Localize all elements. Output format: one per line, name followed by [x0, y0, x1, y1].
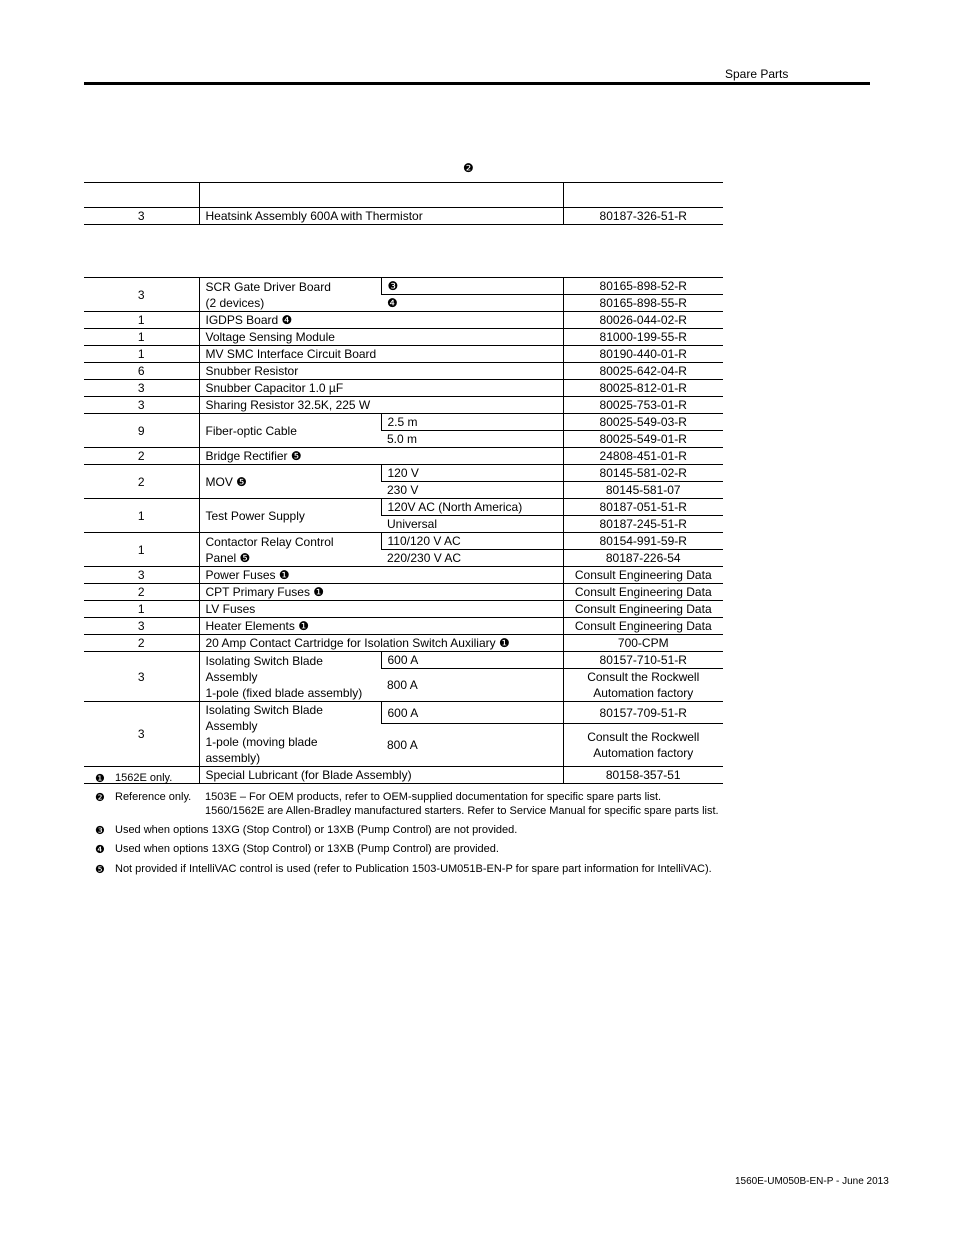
table-row: [84, 618, 723, 635]
table-row: [84, 448, 723, 465]
header-cell-desc: [199, 183, 563, 208]
table-row: [84, 312, 723, 329]
option-cell: ❹: [381, 295, 563, 312]
qty-cell: 3: [84, 702, 199, 767]
part-number-cell: 80145-581-02-R: [563, 465, 723, 482]
desc-line: 1-pole (moving blade assembly): [205, 735, 318, 765]
footnote-marker: ❹: [95, 844, 105, 856]
qty-cell: 1: [84, 601, 199, 618]
table-row: [84, 652, 723, 669]
table-row: [84, 601, 723, 618]
part-number-cell: 80025-549-01-R: [563, 431, 723, 448]
qty-cell: 2: [84, 465, 199, 499]
publication-footer: 1560E-UM050B-EN-P - June 2013: [735, 1176, 889, 1187]
desc-cell: Fiber-optic Cable: [199, 414, 381, 448]
desc-line: Isolating Switch Blade Assembly: [205, 653, 323, 684]
qty-cell: 3: [84, 278, 199, 312]
part-number-cell: 80187-326-51-R: [563, 208, 723, 225]
reference-marker: ❷: [463, 161, 474, 175]
desc-cell: MOV ❺: [199, 465, 381, 499]
qty-cell: 1: [84, 329, 199, 346]
part-number-cell: 81000-199-55-R: [563, 329, 723, 346]
qty-cell: 2: [84, 448, 199, 465]
qty-cell: 1: [84, 312, 199, 329]
header-cell-part: [563, 183, 723, 208]
option-cell: 5.0 m: [381, 431, 563, 448]
desc-cell: Bridge Rectifier ❺: [199, 448, 563, 465]
qty-cell: 6: [84, 363, 199, 380]
table-row: [84, 499, 723, 516]
table-row: [84, 363, 723, 380]
part-number-cell: Consult Engineering Data: [563, 584, 723, 601]
desc-line: Panel ❺: [205, 550, 251, 565]
desc-cell: [199, 652, 381, 702]
header-cell-qty: [84, 183, 199, 208]
part-number-cell: Consult Engineering Data: [563, 567, 723, 584]
part-number-cell: 80025-642-04-R: [563, 363, 723, 380]
option-cell: 2.5 m: [381, 414, 563, 431]
heatsink-parts-table: [84, 182, 723, 225]
footnote-marker: ❷: [95, 792, 105, 804]
part-number-cell: 80025-812-01-R: [563, 380, 723, 397]
part-number-cell: 80158-357-51: [563, 767, 723, 784]
part-number-cell: Consult Engineering Data: [563, 601, 723, 618]
running-header: Spare Parts: [725, 67, 789, 81]
option-cell: 120V AC (North America): [381, 499, 563, 516]
part-number-cell: 80187-226-54: [563, 550, 723, 567]
part-number-cell: 80187-051-51-R: [563, 499, 723, 516]
qty-cell: 3: [84, 567, 199, 584]
part-number-cell: 80026-044-02-R: [563, 312, 723, 329]
table-row: [84, 380, 723, 397]
table-row: [84, 702, 723, 724]
part-number-cell: 80025-549-03-R: [563, 414, 723, 431]
desc-line: 1-pole (fixed blade assembly): [205, 685, 363, 700]
table-row: [84, 767, 723, 784]
option-cell: 600 A: [381, 702, 563, 724]
part-line: Automation factory: [593, 686, 694, 700]
part-number-cell: 80187-245-51-R: [563, 516, 723, 533]
table-row: [84, 465, 723, 482]
part-number-cell: 80165-898-52-R: [563, 278, 723, 295]
table-row: [84, 635, 723, 652]
qty-cell: 1: [84, 346, 199, 363]
qty-cell: 3: [84, 618, 199, 635]
part-line: Consult the Rockwell: [587, 670, 700, 684]
desc-cell: Power Fuses ❶: [199, 567, 563, 584]
option-cell: 120 V: [381, 465, 563, 482]
table-row: [84, 414, 723, 431]
desc-cell: Test Power Supply: [199, 499, 381, 533]
desc-cell: LV Fuses: [199, 601, 563, 618]
part-number-cell: 80165-898-55-R: [563, 295, 723, 312]
option-cell: 800 A: [381, 724, 563, 767]
option-cell: 110/120 V AC: [381, 533, 563, 550]
part-number-cell: 80145-581-07: [563, 482, 723, 499]
desc-line: (2 devices): [205, 295, 265, 310]
desc-cell: Snubber Capacitor 1.0 µF: [199, 380, 563, 397]
table-row: [84, 346, 723, 363]
qty-cell: 3: [84, 208, 199, 225]
desc-line: Isolating Switch Blade Assembly: [205, 703, 323, 733]
footnote-text: 1503E – For OEM products, refer to OEM-supplied documentation for specific spare parts list.: [205, 791, 662, 803]
table-row: [84, 208, 723, 225]
option-cell: 800 A: [381, 669, 563, 702]
footnote-marker: ❺: [95, 864, 105, 876]
option-cell: Universal: [381, 516, 563, 533]
part-number-cell: 700-CPM: [563, 635, 723, 652]
footnote-text: Used when options 13XG (Stop Control) or 13XB (Pump Control) are not provided.: [115, 824, 518, 836]
desc-line: SCR Gate Driver Board: [205, 279, 331, 294]
part-number-cell: 80154-991-59-R: [563, 533, 723, 550]
header-rule: [84, 82, 870, 85]
desc-cell: MV SMC Interface Circuit Board: [199, 346, 563, 363]
qty-cell: 2: [84, 635, 199, 652]
desc-cell: CPT Primary Fuses ❶: [199, 584, 563, 601]
desc-cell: Snubber Resistor: [199, 363, 563, 380]
desc-cell: 20 Amp Contact Cartridge for Isolation Switch Auxiliary ❶: [199, 635, 563, 652]
footnote-text: Not provided if IntelliVAC control is used (refer to Publication 1503-UM051B-EN-P for spare part information for IntelliVAC).: [115, 863, 712, 875]
part-number-cell: 80157-710-51-R: [563, 652, 723, 669]
desc-cell: Special Lubricant (for Blade Assembly): [199, 767, 563, 784]
spare-parts-table: [84, 277, 723, 784]
part-number-cell: 80157-709-51-R: [563, 702, 723, 724]
option-cell: ❸: [381, 278, 563, 295]
table-row: [84, 278, 723, 295]
desc-cell: Heatsink Assembly 600A with Thermistor: [199, 208, 563, 225]
option-cell: 220/230 V AC: [381, 550, 563, 567]
desc-cell: Voltage Sensing Module: [199, 329, 563, 346]
footnote-text: Reference only.: [115, 791, 192, 803]
table-header-row: [84, 183, 723, 208]
qty-cell: 3: [84, 397, 199, 414]
footnote-marker: ❶: [95, 773, 105, 785]
footnote-marker: ❸: [95, 825, 105, 837]
desc-cell: [199, 702, 381, 767]
desc-cell: IGDPS Board ❹: [199, 312, 563, 329]
part-number-cell: 24808-451-01-R: [563, 448, 723, 465]
desc-line: Contactor Relay Control: [205, 534, 334, 549]
qty-cell: 3: [84, 380, 199, 397]
option-cell: 230 V: [381, 482, 563, 499]
qty-cell: 1: [84, 533, 199, 567]
option-cell: 600 A: [381, 652, 563, 669]
qty-cell: 3: [84, 652, 199, 702]
footnote-text: Used when options 13XG (Stop Control) or 13XB (Pump Control) are provided.: [115, 843, 499, 855]
part-number-cell: 80190-440-01-R: [563, 346, 723, 363]
table-row: [84, 533, 723, 550]
desc-cell: [199, 533, 381, 567]
part-line: Automation factory: [593, 746, 694, 761]
part-number-cell: [563, 669, 723, 702]
table-row: [84, 397, 723, 414]
part-number-cell: 80025-753-01-R: [563, 397, 723, 414]
footnote-text: 1560/1562E are Allen-Bradley manufactured starters. Refer to Service Manual for specific spare parts list.: [205, 805, 719, 817]
part-number-cell: Consult Engineering Data: [563, 618, 723, 635]
table-row: [84, 329, 723, 346]
table-row: [84, 584, 723, 601]
qty-cell: 9: [84, 414, 199, 448]
desc-cell: Sharing Resistor 32.5K, 225 W: [199, 397, 563, 414]
part-line: Consult the Rockwell: [587, 730, 700, 745]
desc-cell: Heater Elements ❶: [199, 618, 563, 635]
qty-cell: 1: [84, 499, 199, 533]
table-row: [84, 567, 723, 584]
desc-cell: [199, 278, 381, 312]
footnote-text: 1562E only.: [115, 772, 173, 784]
qty-cell: 2: [84, 584, 199, 601]
part-number-cell: [563, 724, 723, 767]
